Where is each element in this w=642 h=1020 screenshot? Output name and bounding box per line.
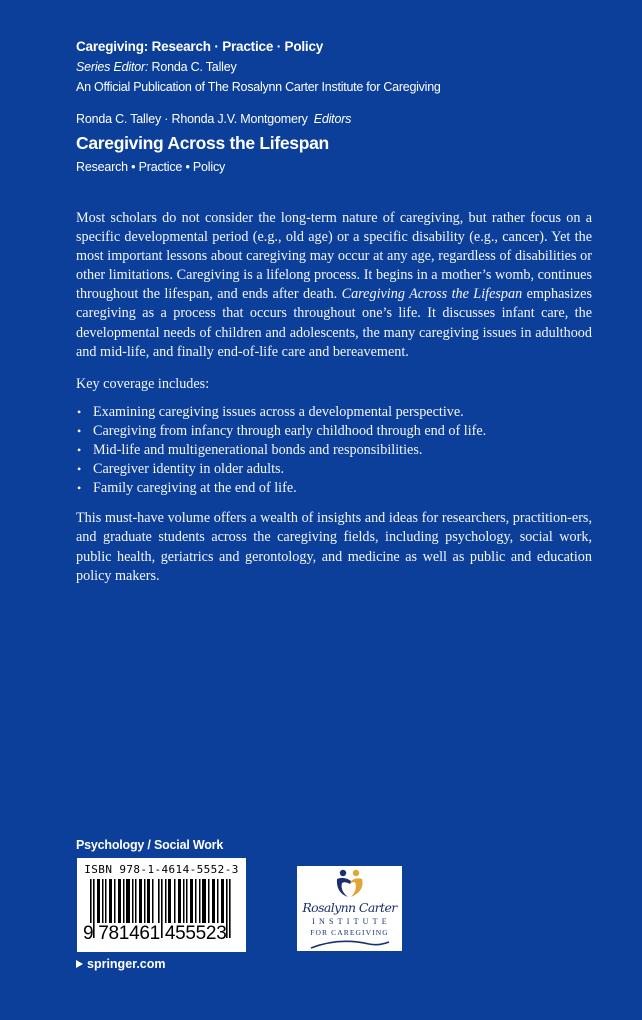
list-item: • Caregiver identity in older adults. (76, 460, 592, 479)
description-paragraph-2: This must-have volume offers a wealth of insights and ideas for researchers, practition-ers, and graduate students across the caregiving fields, including psychology, social work, public health, geriatrics and gerontology, and medicine as well as public and education policy makers. (76, 510, 592, 584)
series-title: Caregiving: Research · Practice · Policy (76, 39, 324, 54)
caregiving-figures-icon (334, 869, 366, 899)
book-editors (76, 109, 351, 129)
list-item: • Family caregiving at the end of life. (76, 479, 592, 498)
rosalynn-carter-institute-logo (297, 866, 402, 951)
series-editor-name: Ronda C. Talley (148, 60, 237, 74)
list-item: • Caregiving from infancy through early childhood through end of life. (76, 422, 592, 441)
logo-script-name: Rosalynn Carter (302, 900, 397, 915)
isbn-label: ISBN 978-1-4614-5552-3 (84, 863, 239, 876)
official-publication: An Official Publication of The Rosalynn Carter Institute for Caregiving (76, 80, 441, 94)
book-title: Caregiving Across the Lifespan (76, 133, 329, 153)
editors-label: Editors (313, 112, 352, 126)
wave-icon (309, 939, 391, 949)
logo-institute: INSTITUTE (312, 917, 391, 926)
series-header (76, 37, 596, 97)
description (76, 209, 592, 586)
subject-category: Psychology / Social Work (76, 838, 224, 852)
key-coverage-label: Key coverage includes: (76, 375, 210, 392)
website-link[interactable]: springer.com (87, 957, 166, 971)
editors-names: Ronda C. Talley · Rhonda J.V. Montgomery (76, 112, 308, 126)
isbn-barcode (77, 858, 246, 952)
list-item: • Mid-life and multigenerational bonds and responsibilities. (76, 441, 592, 460)
series-editor-label: Series Editor: (76, 60, 149, 74)
barcode-digits: 9 781461 455523 (83, 923, 227, 944)
arrow-right-icon (76, 960, 83, 968)
list-item: • Examining caregiving issues across a developmental perspective. (76, 403, 592, 422)
key-coverage-list (76, 403, 592, 498)
publisher-website[interactable] (76, 955, 166, 973)
logo-for-caregiving: FOR CAREGIVING (310, 928, 389, 937)
series-editor (76, 57, 596, 77)
book-title-italic: Caregiving Across the Lifespan (341, 286, 523, 303)
book-subtitle: Research • Practice • Policy (76, 160, 226, 174)
description-paragraph-1: Most scholars do not consider the long-term nature of caregiving, but rather focus on a specific developmental period (e.g., old age) or a specific disability (e.g., cancer). Yet the most important lessons about caregiving may occur at any age, regardless of disabilities or other limitations. Caregiving is a lifelong process. It begins in a mother’s womb, continues throughout the lifespan, and ends after death. Caregiving Across the Lifespan emphasizes caregiving as a process that occurs throughout one’s life. It discusses infant care, the developmental needs of children and adolescents, the many caregiving issues in adulthood and mid-life, and finally end-of-life care and bereavement. (76, 210, 592, 360)
